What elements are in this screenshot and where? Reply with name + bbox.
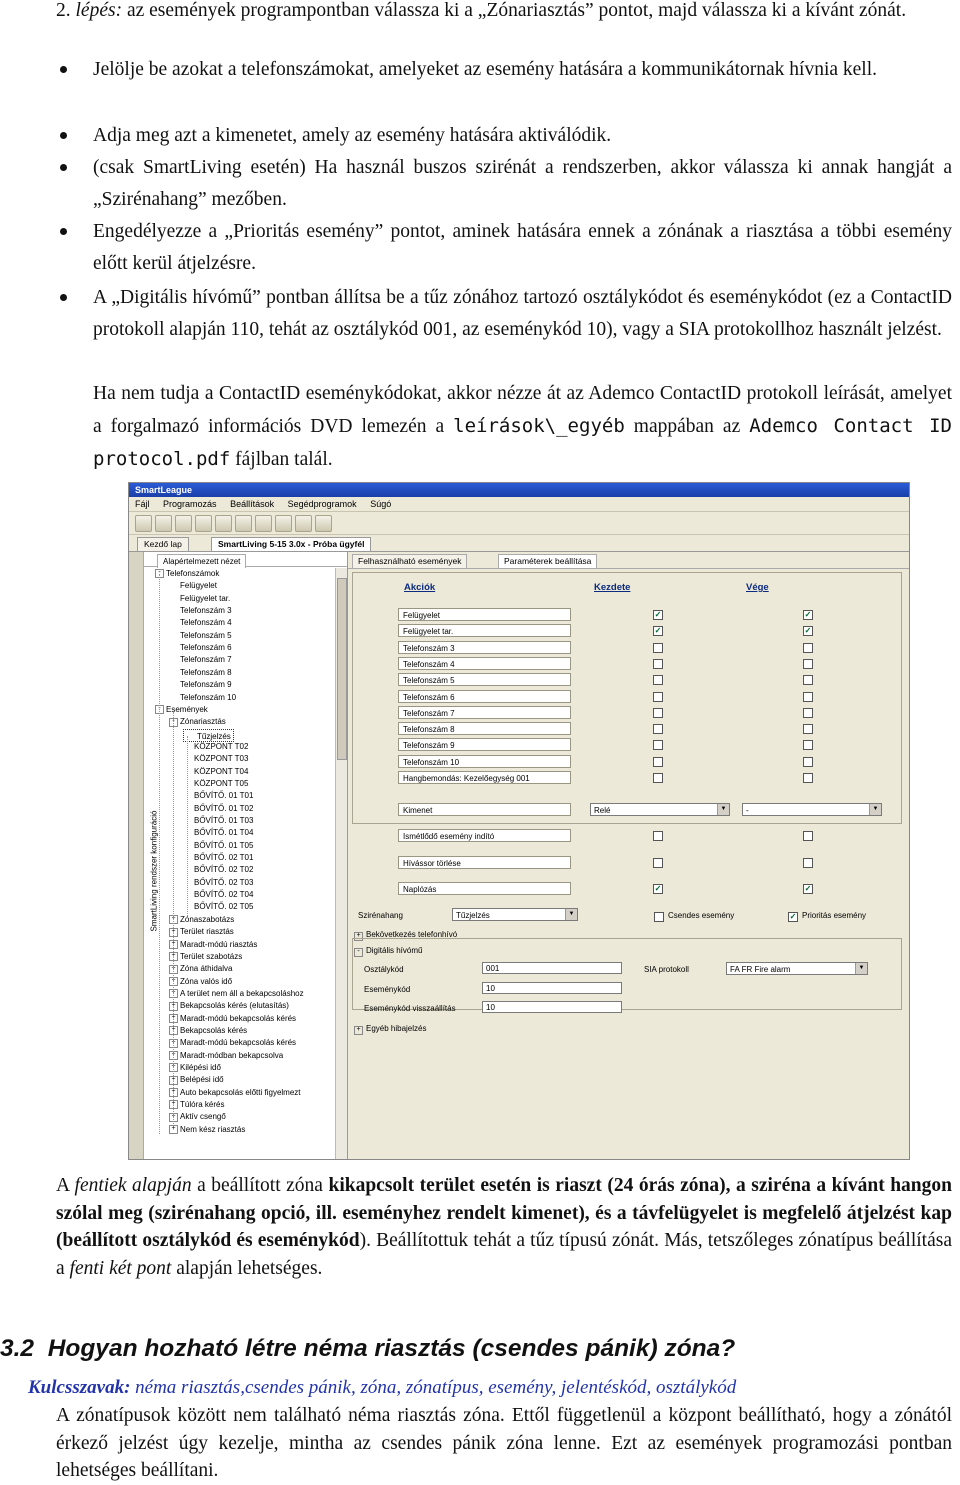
smartleague-screenshot: [128, 482, 910, 1160]
action-row-label: Telefonszám 3: [398, 641, 571, 654]
end-select[interactable]: - ▼: [742, 803, 882, 816]
expand-icon[interactable]: +: [169, 940, 178, 949]
tree-item[interactable]: BŐVÍTŐ. 01 T05: [194, 840, 254, 850]
start-checkbox[interactable]: [653, 675, 663, 685]
end-checkbox[interactable]: [803, 724, 813, 734]
tree-item[interactable]: KÖZPONT T02: [194, 741, 249, 751]
section-other-fault[interactable]: + Egyéb hibajelzés: [354, 1024, 426, 1035]
expand-icon[interactable]: +: [169, 928, 178, 937]
action-row-label: Telefonszám 7: [398, 706, 571, 719]
start-checkbox[interactable]: [653, 659, 663, 669]
expand-icon[interactable]: +: [169, 1125, 178, 1134]
tree-item[interactable]: Telefonszám 3: [180, 606, 232, 616]
action-row-label: Telefonszám 4: [398, 657, 571, 670]
start-checkbox[interactable]: [653, 757, 663, 767]
tab-home[interactable]: Kezdő lap: [137, 537, 189, 551]
vertical-strip: [129, 552, 159, 1159]
section-digital-dialer[interactable]: - Digitális hívómű: [354, 946, 422, 957]
action-row-label: Telefonszám 5: [398, 673, 571, 686]
end-checkbox[interactable]: ✓: [804, 884, 812, 893]
settings-tree: [145, 568, 335, 1159]
tab-default-view[interactable]: Alapértelmezett nézet: [157, 554, 246, 568]
toolbar: [129, 512, 909, 535]
print-icon[interactable]: [195, 515, 212, 532]
bullet-5: A „Digitális hívómű” pontban állítsa be a tűz zónához tartozó osztálykódot és eseménykódot (ez a ContactID protokoll alapján 110, tehát az osztálykód 001, az eseménykód 10), vagy a SIA protokollhoz használt jelzést.: [93, 287, 952, 340]
tree-item[interactable]: Tűzjelzés: [183, 729, 234, 742]
window-title: SmartLeague: [129, 483, 909, 497]
bullet-3: (csak SmartLiving esetén) Ha használ buszos szirénát a rendszerben, akkor válassza ki annak hangját a „Szirénahang” mezőben.: [93, 157, 952, 210]
start-checkbox[interactable]: [653, 740, 663, 750]
vertical-label: SmartLiving rendszer konfiguráció: [149, 810, 159, 932]
start-checkbox[interactable]: ✓: [654, 884, 662, 893]
open-icon[interactable]: [155, 515, 172, 532]
end-checkbox[interactable]: [803, 740, 813, 750]
expand-icon[interactable]: +: [169, 1051, 178, 1060]
write-icon[interactable]: [255, 515, 272, 532]
tree-item[interactable]: - Események: [155, 704, 208, 716]
end-checkbox[interactable]: [803, 675, 813, 685]
sia-select[interactable]: FA FR Fire alarm ▼: [726, 962, 868, 975]
chevron-down-icon: ▼: [565, 909, 577, 920]
tree-item[interactable]: BŐVÍTŐ. 01 T01: [194, 791, 254, 801]
expand-icon[interactable]: +: [169, 1026, 178, 1035]
tree-item[interactable]: + Túlóra kérés: [169, 1099, 224, 1111]
start-checkbox[interactable]: [653, 708, 663, 718]
menu-programming[interactable]: Programozás: [163, 499, 217, 509]
tree-item[interactable]: + A terület nem áll a bekapcsoláshoz: [169, 988, 304, 1000]
parameter-tabs: [348, 552, 909, 569]
tree-item[interactable]: Felügyelet: [180, 581, 217, 591]
tree-item[interactable]: + Maradt-módú bekapcsolás kérés: [169, 1013, 296, 1025]
end-checkbox[interactable]: [803, 659, 813, 669]
tree-guide-line: [187, 736, 188, 916]
event-code-label: Eseménykód: [364, 985, 411, 994]
action-row-label: Telefonszám 8: [398, 722, 571, 735]
header-end: Vége: [746, 582, 769, 593]
scroll-thumb[interactable]: [337, 578, 347, 760]
step-paragraph: 2. lépés: az események programpontban válassza ki a „Zónariasztás” pontot, majd válassza ki a kívánt zónát.: [56, 0, 907, 21]
save-icon[interactable]: [175, 515, 192, 532]
expand-icon[interactable]: +: [169, 1113, 178, 1122]
tab-parameter-settings[interactable]: Paraméterek beállítása: [498, 554, 597, 568]
connect-icon[interactable]: [215, 515, 232, 532]
restore-code-label: Eseménykód visszaállítás: [364, 1004, 456, 1013]
end-checkbox[interactable]: [803, 643, 813, 653]
action-row-label: Ismétlődő esemény indító: [398, 829, 571, 842]
tree-item[interactable]: Felügyelet tar.: [180, 593, 231, 603]
tree-item[interactable]: Telefonszám 10: [180, 692, 237, 702]
end-checkbox[interactable]: [803, 692, 813, 702]
new-icon[interactable]: [135, 515, 152, 532]
tree-item[interactable]: BŐVÍTŐ. 01 T04: [194, 828, 254, 838]
help-icon[interactable]: [315, 515, 332, 532]
event-code-field[interactable]: 10: [482, 982, 622, 994]
collapse-icon[interactable]: -: [155, 705, 164, 714]
bullet-4: Engedélyezze a „Prioritás esemény” pontot, aminek hatására ennek a zónának a riasztása a többi esemény előtt kerül átjelzésre.: [93, 221, 952, 274]
class-code-label: Osztálykód: [364, 965, 404, 974]
siren-label: Szirénahang: [358, 911, 403, 920]
tab-smartliving[interactable]: SmartLiving 5-15 3.0x - Próba ügyfél: [211, 537, 371, 551]
tree-item[interactable]: Telefonszám 7: [180, 655, 232, 665]
options-icon[interactable]: [275, 515, 292, 532]
tree-item[interactable]: Telefonszám 4: [180, 618, 232, 628]
expand-icon[interactable]: +: [169, 952, 178, 961]
summary-paragraph: A fentiek alapján a beállított zóna kikapcsolt terület esetén is riaszt (24 órás zóna), a sziréna a kívánt hangon szólal meg (szirénahang opció, ill. eseményhez rendelt kimenet), és a távfelügyelet is megfelelő átjelzést kap (beállított osztálykód és eseménykód). Beállítottuk tehát a tűz típusú zónát. Más, tetszőleges zónatípus beállítása a fenti két pont alapján lehetséges.: [56, 1175, 952, 1279]
tree-guide-line: [159, 574, 160, 1134]
tree-item[interactable]: + Bekapcsolás kérés: [169, 1025, 247, 1037]
quiet-event-checkbox[interactable]: [654, 912, 664, 922]
start-checkbox[interactable]: ✓: [654, 610, 662, 619]
quiet-event-label: Csendes esemény: [668, 911, 735, 920]
tree-item[interactable]: BŐVÍTŐ. 02 T01: [194, 853, 254, 863]
end-checkbox[interactable]: [803, 858, 813, 868]
tree-item[interactable]: BŐVÍTŐ. 02 T04: [194, 890, 254, 900]
siren-select[interactable]: Tűzjelzés ▼: [452, 908, 578, 921]
start-checkbox[interactable]: [653, 831, 663, 841]
tree-item[interactable]: + Zóna valós idő: [169, 976, 232, 988]
sia-label: SIA protokoll: [644, 965, 689, 974]
end-checkbox[interactable]: ✓: [804, 626, 812, 636]
expand-icon[interactable]: +: [169, 1014, 178, 1023]
expand-icon[interactable]: +: [169, 977, 178, 986]
expand-icon[interactable]: +: [169, 1063, 178, 1072]
tree-item[interactable]: + Maradt-módban bekapcsolva: [169, 1050, 283, 1062]
expand-icon[interactable]: +: [169, 1088, 178, 1097]
tree-item[interactable]: Telefonszám 8: [180, 667, 232, 677]
closing-paragraph: A zónatípusok között nem található néma riasztás zóna. Ettől függetlenül a központ beállítható, hogy a zónától érkező jelzést úgy kezelje, mintha az csendes pánik zóna lenne. Ezt az események programozási pontban lehetséges beállítani.: [56, 1405, 952, 1481]
tree-item[interactable]: BŐVÍTŐ. 01 T03: [194, 816, 254, 825]
priority-event-label: Prioritás esemény: [802, 911, 867, 920]
tree-tabs: [143, 552, 347, 567]
end-checkbox[interactable]: [803, 773, 813, 783]
tree-panel: [129, 552, 348, 1159]
tree-guide-line: [173, 712, 174, 1124]
tree-item[interactable]: + Bekapcsolás kérés (elutasítás): [169, 1000, 289, 1012]
expand-icon[interactable]: +: [169, 989, 178, 998]
expand-icon[interactable]: +: [169, 1039, 178, 1048]
tree-item[interactable]: BŐVÍTŐ. 02 T05: [194, 902, 254, 912]
end-checkbox[interactable]: [803, 831, 813, 841]
tree-item[interactable]: Telefonszám 5: [180, 630, 232, 640]
tab-available-events[interactable]: Felhasználható események: [352, 554, 467, 568]
end-checkbox[interactable]: ✓: [804, 610, 812, 619]
expand-icon[interactable]: +: [169, 1002, 178, 1011]
tree-item[interactable]: + Maradt-módú bekapcsolás kérés: [169, 1037, 296, 1049]
chevron-down-icon: ▼: [869, 804, 881, 815]
section-heading: 3.2 Hogyan hozható létre néma riasztás (csendes pánik) zóna?: [0, 1335, 736, 1362]
start-checkbox[interactable]: [653, 692, 663, 702]
tree-item[interactable]: Telefonszám 6: [180, 643, 232, 653]
start-checkbox[interactable]: [653, 858, 663, 868]
start-select[interactable]: Relé ▼: [590, 803, 730, 816]
menu-settings[interactable]: Beállítások: [230, 499, 275, 509]
collapse-icon[interactable]: -: [155, 569, 164, 578]
tree-item[interactable]: BŐVÍTŐ. 02 T02: [194, 865, 254, 875]
tree-item[interactable]: + Belépési idő: [169, 1074, 224, 1086]
tree-item[interactable]: KÖZPONT T03: [194, 754, 249, 764]
tree-item[interactable]: + Nem kész riasztás: [169, 1124, 245, 1136]
parameters-panel: [348, 552, 909, 1159]
tree-item[interactable]: - Zónariasztás: [169, 716, 226, 728]
tree-item[interactable]: KÖZPONT T05: [194, 778, 249, 788]
action-row-label: Felügyelet tar.: [398, 624, 571, 637]
read-icon[interactable]: [235, 515, 252, 532]
tree-item[interactable]: + Zóna áthidalva: [169, 963, 232, 975]
priority-event-checkbox[interactable]: ✓: [789, 912, 797, 921]
start-checkbox[interactable]: [653, 643, 663, 653]
chevron-down-icon: ▼: [855, 963, 867, 974]
expand-icon[interactable]: +: [169, 1076, 178, 1085]
action-row-label: Telefonszám 6: [398, 690, 571, 703]
action-row-label: Hangbemondás: Kezelőegység 001: [398, 771, 571, 784]
section-phone-dialer[interactable]: + Bekövetkezés telefonhívó: [354, 930, 457, 941]
bullet-2: Adja meg azt a kimenetet, amely az esemény hatására aktiválódik.: [93, 125, 612, 146]
tree-item[interactable]: + Maradt-módú riasztás: [169, 939, 257, 951]
action-row-label: Telefonszám 10: [398, 755, 571, 768]
action-row-label: Telefonszám 9: [398, 738, 571, 751]
tree-item[interactable]: + Terület szabotázs: [169, 951, 242, 963]
tree-item[interactable]: KÖZPONT T04: [194, 766, 249, 776]
header-start: Kezdete: [594, 582, 631, 593]
end-checkbox[interactable]: [803, 708, 813, 718]
expand-icon[interactable]: +: [169, 1100, 178, 1109]
keywords-line: Kulcsszavak: néma riasztás,csendes pánik, zóna, zónatípus, esemény, jelentéskód, osztálykód: [28, 1377, 737, 1398]
action-row-label: Kimenet: [398, 803, 571, 816]
menu-tools[interactable]: Segédprogramok: [287, 499, 357, 509]
action-row-label: Hívássor törlése: [398, 856, 571, 869]
action-row-label: Felügyelet: [398, 608, 571, 621]
chevron-down-icon: ▼: [717, 804, 729, 815]
restore-code-field[interactable]: 10: [482, 1001, 622, 1013]
tree-item[interactable]: BŐVÍTŐ. 01 T02: [194, 803, 254, 813]
document-tabs: [129, 535, 909, 552]
class-code-field[interactable]: 001: [482, 962, 622, 974]
start-checkbox[interactable]: ✓: [654, 626, 662, 636]
bullet-1: Jelölje be azokat a telefonszámokat, amelyeket az esemény hatására a kommunikátornak hívnia kell.: [93, 59, 878, 80]
info-icon[interactable]: [295, 515, 312, 532]
expand-icon[interactable]: +: [169, 915, 178, 924]
tree-item[interactable]: BŐVÍTŐ. 02 T03: [194, 877, 254, 887]
menu-file[interactable]: Fájl: [135, 499, 150, 509]
end-checkbox[interactable]: [803, 757, 813, 767]
tree-item[interactable]: + Zónaszabotázs: [169, 914, 234, 926]
action-row-label: Naplózás: [398, 882, 571, 895]
tree-item[interactable]: + Kilépési idő: [169, 1062, 221, 1074]
start-checkbox[interactable]: [653, 724, 663, 734]
header-actions: Akciók: [404, 582, 436, 593]
tree-item[interactable]: - Telefonszámok: [155, 568, 219, 580]
tree-item[interactable]: + Terület riasztás: [169, 926, 234, 938]
expand-icon[interactable]: +: [169, 965, 178, 974]
collapse-icon[interactable]: -: [169, 718, 178, 727]
tree-item[interactable]: + Aktív csengő: [169, 1111, 226, 1123]
tree-item[interactable]: + Auto bekapcsolás előtti figyelmezt: [169, 1087, 301, 1099]
menu-help[interactable]: Súgó: [370, 499, 392, 509]
tree-scrollbar[interactable]: [335, 568, 347, 1159]
start-checkbox[interactable]: [653, 773, 663, 783]
tree-item[interactable]: Telefonszám 9: [180, 680, 232, 690]
menu-bar: [129, 497, 909, 512]
contactid-note: Ha nem tudja a ContactID eseménykódokat, akkor nézze át az Ademco ContactID protokoll leírását, amelyet a forgalmazó információs DVD lemezén a leírások\_egyéb mappában az Ademco Contact ID protocol.pdf fájlban talál.: [93, 383, 952, 470]
